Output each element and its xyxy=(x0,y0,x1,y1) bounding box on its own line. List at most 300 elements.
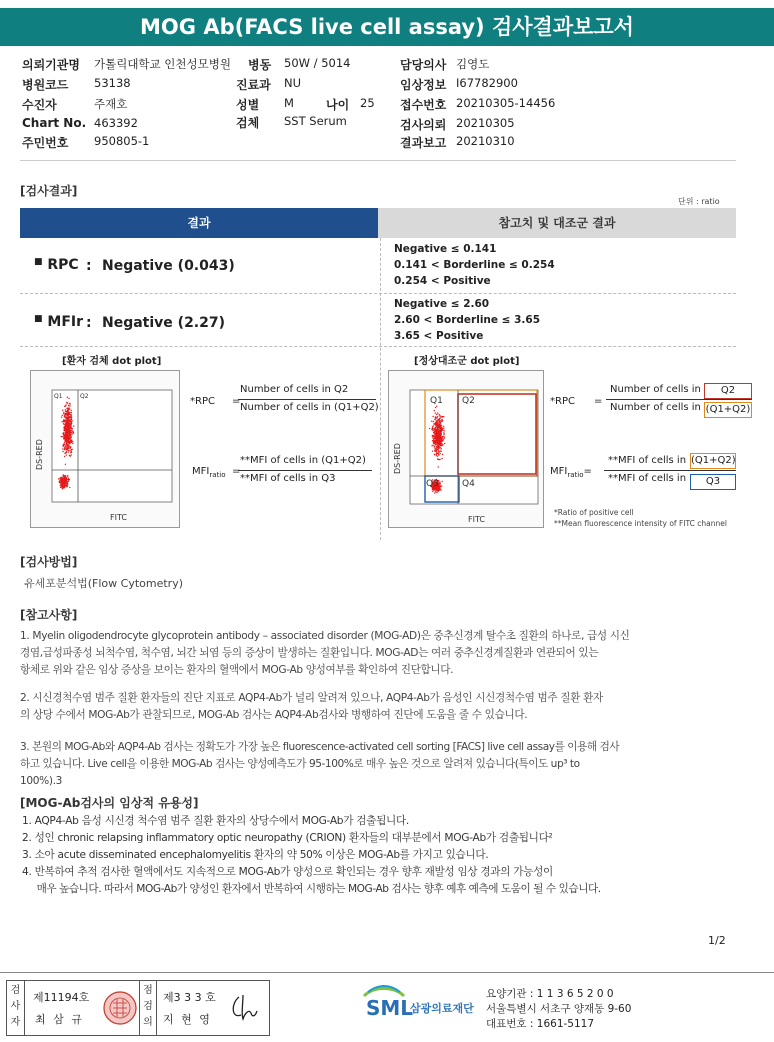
dot xyxy=(68,411,69,412)
dot xyxy=(64,421,65,422)
control-dot-plot xyxy=(388,370,544,528)
dot xyxy=(71,454,72,455)
dot xyxy=(440,431,441,432)
dot xyxy=(69,487,70,488)
list-item: 3. 소아 acute disseminated encephalomyelitis 환자의 약 50% 이상은 MOG-Ab를 가지고 있습니다. xyxy=(22,849,489,861)
footnote-ratio: *Ratio of positive cell xyxy=(554,508,634,517)
dot xyxy=(440,483,441,484)
dot xyxy=(69,420,70,421)
dot xyxy=(434,434,435,435)
value-age: 25 xyxy=(360,96,375,110)
label-chart-no: Chart No. xyxy=(22,116,87,130)
dot xyxy=(437,433,438,434)
patient-rpc-numerator: Number of cells in Q2 xyxy=(240,384,349,395)
dot xyxy=(67,481,68,482)
dot xyxy=(73,425,74,426)
dot xyxy=(71,421,72,422)
dot xyxy=(437,425,438,426)
reference-column-header: 참고치 및 대조군 결과 xyxy=(378,208,736,238)
control-mfi-den-box: Q3 xyxy=(690,474,736,490)
dot xyxy=(61,417,62,418)
list-item: 매우 높습니다. 따라서 MOG-Ab가 양성인 환자에서 반복하여 시행하는 MOG-Ab 검사는 향후 예후 예측에 도움이 될 수 있습니다. xyxy=(22,883,601,895)
control-rpc-num-box: Q2 xyxy=(704,383,752,399)
list-item: 4. 반복하여 추적 검사한 혈액에서도 지속적으로 MOG-Ab가 양성으로 확인되는 경우 향후 재발성 임상 경과의 가능성이 xyxy=(22,866,553,878)
dot xyxy=(439,481,440,482)
mfir-colon: : xyxy=(86,315,92,331)
rpc-result-row xyxy=(34,257,79,273)
dot xyxy=(439,432,440,433)
list-item: 1. AQP4-Ab 음성 시신경 척수염 범주 질환 환자의 상당수에서 MOG-Ab가 검출됩니다. xyxy=(22,815,409,827)
inspector-name: 최 삼 규 xyxy=(35,1013,84,1026)
rpc-ref-borderline: 0.141 < Borderline ≤ 0.254 xyxy=(394,259,555,271)
dot xyxy=(441,448,442,449)
org-name: 삼광의료재단 xyxy=(410,1002,474,1015)
dot xyxy=(437,453,438,454)
dot xyxy=(70,430,71,431)
dot xyxy=(72,428,73,429)
mfir-name: MFIr xyxy=(47,314,83,330)
dot xyxy=(432,429,433,430)
dot xyxy=(433,421,434,422)
dot xyxy=(433,441,434,442)
control-mfi-label: $MFI_{ratio}=$ xyxy=(550,466,592,479)
notes-paragraph-1: 1. Myelin oligodendrocyte glycoprotein antibody – associated disorder (MOG-AD)은 중추신경계 탈수초 질환의 하나로, 급성 시신 경염,급성파종성 뇌척수염, 척수염, 뇌간 뇌염 등의 증상이 발생하는 질환입니다. MOG-AD는 여러 중추신경계질환과 연관되어 있는 항체로 위와 같은 임상 증상을 보이는 환자의 혈액에서 MOG-Ab 양성여부를 확인하여 진단합니다. xyxy=(20,630,630,676)
dot xyxy=(70,423,71,424)
notes-paragraph-3: 3. 본원의 MOG-Ab와 AQP4-Ab 검사는 정확도가 가장 높은 fluorescence-activated cell sorting [FACS] live cell assay를 이용해 검사 하고 있습니다. Live cell을 이용한 MOG-Ab 검사는 양성예측도가 95-100%로 매우 높은 것으로 알려져 있습니다(특이도 up³ to 100%).3 xyxy=(20,741,620,787)
control-rpc-fraction-line xyxy=(606,399,752,400)
label-clinical-info: 임상정보 xyxy=(400,78,447,92)
patient-xlabel: FITC xyxy=(110,513,127,522)
dot xyxy=(443,416,444,417)
dot xyxy=(440,428,441,429)
dot xyxy=(62,448,63,449)
dot xyxy=(65,426,66,427)
dot xyxy=(432,435,433,436)
dot xyxy=(71,415,72,416)
dot xyxy=(437,459,438,460)
label-patient: 수진자 xyxy=(22,98,57,112)
reviewer-signature-icon xyxy=(225,989,265,1027)
dot xyxy=(68,422,69,423)
dot xyxy=(439,425,440,426)
dot xyxy=(434,443,435,444)
dot xyxy=(432,416,433,417)
label-ward: 병동 xyxy=(248,58,272,72)
dot xyxy=(70,426,71,427)
dot xyxy=(437,420,438,421)
label-specimen: 검체 xyxy=(236,116,260,130)
dot xyxy=(64,430,65,431)
dot xyxy=(444,437,445,438)
control-xlabel: FITC xyxy=(468,515,485,524)
dot xyxy=(437,437,438,438)
dot xyxy=(71,410,72,411)
dot xyxy=(434,448,435,449)
notes-title: [참고사항] xyxy=(20,608,78,622)
dot xyxy=(442,416,443,417)
control-ylabel: DS-RED xyxy=(393,443,402,474)
signature-box xyxy=(6,980,270,1036)
dot xyxy=(432,445,433,446)
dot xyxy=(72,449,73,450)
dot xyxy=(439,436,440,437)
org-code: 요양기관 : 1 1 3 6 5 2 0 0 xyxy=(486,988,614,1000)
dot xyxy=(434,410,435,411)
value-request-date: 20210305 xyxy=(456,116,515,130)
dot xyxy=(62,436,63,437)
control-q2-label: Q2 xyxy=(462,396,475,406)
dot xyxy=(443,428,444,429)
patient-plot-title: [환자 검체 dot plot] xyxy=(62,356,162,367)
dot xyxy=(440,434,441,435)
dot xyxy=(71,412,72,413)
dot xyxy=(68,416,69,417)
dot xyxy=(66,424,67,425)
value-resident-no: 950805-1 xyxy=(94,134,150,148)
dot xyxy=(443,426,444,427)
bullet: ■ xyxy=(34,257,43,267)
dot xyxy=(66,480,67,481)
dot xyxy=(434,436,435,437)
footnote-mfi: **Mean fluorescence intensity of FITC channel xyxy=(554,519,727,528)
dot xyxy=(62,433,63,434)
dot xyxy=(436,492,437,493)
dot xyxy=(68,408,69,409)
patient-rpc-fraction-line xyxy=(238,399,376,400)
patient-mfi-label: $MFI_{ratio}$ xyxy=(192,466,226,479)
dot xyxy=(73,432,74,433)
result-column-header: 결과 xyxy=(20,208,378,238)
dot xyxy=(61,487,62,488)
dot xyxy=(65,414,66,415)
notes-paragraph-2: 2. 시신경척수염 범주 질환 환자들의 진단 지표로 AQP4-Ab가 널리 알려져 있으나, AQP4-Ab가 음성인 시신경척수염 범주 질환 환자 의 상당 수에서 MOG-Ab가 관찰되므로, MOG-Ab 검사는 AQP4-Ab검사와 병행하여 진단에 도움을 줄 수 있습니다. xyxy=(20,692,603,721)
value-doctor: 김영도 xyxy=(456,57,490,71)
dot xyxy=(70,452,71,453)
org-address: 서울특별시 서초구 양재동 9-60 xyxy=(486,1003,632,1015)
inspector-seal-icon xyxy=(101,989,139,1027)
dot xyxy=(66,451,67,452)
dot xyxy=(438,450,439,451)
dot xyxy=(62,488,63,489)
dot xyxy=(435,425,436,426)
dot xyxy=(62,410,63,411)
dot xyxy=(66,402,67,403)
dot xyxy=(436,455,437,456)
dot xyxy=(441,458,442,459)
patient-ylabel: DS-RED xyxy=(35,439,44,470)
dot xyxy=(65,404,66,405)
dot xyxy=(437,489,438,490)
dot xyxy=(435,423,436,424)
footer-top-line xyxy=(0,972,774,973)
dot xyxy=(65,447,66,448)
logo-text: SML xyxy=(366,996,414,1020)
dot xyxy=(63,423,64,424)
dot xyxy=(66,484,67,485)
clinical-title: [MOG-Ab검사의 임상적 유용성] xyxy=(20,796,199,810)
method-title: [검사방법] xyxy=(20,555,78,569)
dot xyxy=(64,416,65,417)
value-institution: 가톨릭대학교 인천성모병원 xyxy=(94,57,231,71)
dot xyxy=(65,479,66,480)
dot xyxy=(440,450,441,451)
dot xyxy=(68,414,69,415)
dot xyxy=(63,419,64,420)
inspector-license-no: 제11194호 xyxy=(33,991,90,1004)
dot xyxy=(438,446,439,447)
dot xyxy=(437,416,438,417)
dot xyxy=(61,482,62,483)
page-number: 1/2 xyxy=(708,934,726,947)
value-patient: 주재호 xyxy=(94,97,128,111)
dot xyxy=(442,454,443,455)
dot xyxy=(438,466,439,467)
dot xyxy=(437,439,438,440)
label-sex: 성별 xyxy=(236,98,260,112)
dot xyxy=(434,419,435,420)
mfir-value: Negative (2.27) xyxy=(102,315,226,331)
dot xyxy=(434,432,435,433)
dot xyxy=(71,432,72,433)
dot xyxy=(437,446,438,447)
control-q3-label: Q3 xyxy=(426,479,439,489)
dot xyxy=(65,464,66,465)
patient-mfi-fraction-line xyxy=(238,470,372,471)
value-ward: 50W / 5014 xyxy=(284,56,351,70)
dot xyxy=(69,421,70,422)
dot xyxy=(59,479,60,480)
method-text: 유세포분석법(Flow Cytometry) xyxy=(24,577,184,590)
inspector-label: 검 사 자 xyxy=(7,981,25,1035)
reviewer-label: 점 검 의 xyxy=(139,981,157,1035)
control-mfi-num-box: (Q1+Q2) xyxy=(690,453,736,469)
dot xyxy=(432,426,433,427)
dot xyxy=(435,407,436,408)
dot xyxy=(66,426,67,427)
dot xyxy=(443,433,444,434)
dot xyxy=(439,430,440,431)
dot xyxy=(71,451,72,452)
control-rpc-den-prefix: Number of cells in xyxy=(610,402,701,413)
dot xyxy=(63,474,64,475)
dot xyxy=(67,430,68,431)
patient-dot-plot xyxy=(30,370,180,528)
dot xyxy=(440,453,441,454)
dot xyxy=(66,486,67,487)
dot xyxy=(443,434,444,435)
dot xyxy=(439,414,440,415)
header-info xyxy=(22,56,762,152)
dot xyxy=(60,485,61,486)
dot xyxy=(435,438,436,439)
dot xyxy=(69,446,70,447)
dot xyxy=(432,489,433,490)
dot xyxy=(434,446,435,447)
dot xyxy=(437,412,438,413)
label-institution: 의뢰기관명 xyxy=(22,58,80,72)
dot xyxy=(438,420,439,421)
dot xyxy=(442,437,443,438)
header-divider xyxy=(20,160,736,161)
dot xyxy=(437,435,438,436)
control-q1-label: Q1 xyxy=(430,396,443,406)
dot xyxy=(444,443,445,444)
dot xyxy=(66,439,67,440)
dot xyxy=(69,450,70,451)
dot xyxy=(432,491,433,492)
dot xyxy=(66,442,67,443)
dot xyxy=(66,429,67,430)
patient-mfi-numerator: **MFI of cells in (Q1+Q2) xyxy=(240,455,366,466)
dot xyxy=(59,477,60,478)
value-receipt-no: 20210305-14456 xyxy=(456,96,556,110)
plots-top-divider xyxy=(20,346,736,347)
list-item: 2. 성인 chronic relapsing inflammatory optic neuropathy (CRION) 환자들의 대부분에서 MOG-Ab가 검출됩니다² xyxy=(22,832,553,844)
label-request-date: 검사의뢰 xyxy=(400,118,447,132)
dot xyxy=(62,445,63,446)
dot xyxy=(68,444,69,445)
value-department: NU xyxy=(284,76,302,90)
dot xyxy=(68,432,69,433)
dot xyxy=(437,441,438,442)
label-receipt-no: 접수번호 xyxy=(400,98,447,112)
dot xyxy=(63,412,64,413)
bullet: ■ xyxy=(34,314,43,324)
dot xyxy=(439,418,440,419)
dot xyxy=(434,492,435,493)
dot xyxy=(442,440,443,441)
rpc-colon: : xyxy=(86,258,92,274)
clinical-list xyxy=(22,813,742,898)
dot xyxy=(434,454,435,455)
dot xyxy=(62,485,63,486)
dot xyxy=(69,442,70,443)
rpc-ref-positive: 0.254 < Positive xyxy=(394,275,491,287)
dot xyxy=(437,456,438,457)
dot xyxy=(68,418,69,419)
plots-center-divider xyxy=(380,238,381,540)
dot xyxy=(64,428,65,429)
label-age: 나이 xyxy=(326,98,350,112)
dot xyxy=(436,443,437,444)
dot xyxy=(63,413,64,414)
dot xyxy=(435,412,436,413)
dot xyxy=(440,420,441,421)
dot xyxy=(439,428,440,429)
dot xyxy=(64,436,65,437)
control-q4-label: Q4 xyxy=(462,479,475,489)
dot xyxy=(68,448,69,449)
reviewer-license-no: 제3 3 3 호 xyxy=(163,991,216,1004)
dot xyxy=(67,409,68,410)
control-mfi-den-prefix: **MFI of cells in xyxy=(608,473,687,484)
control-rpc-den-box: (Q1+Q2) xyxy=(704,402,752,418)
dot xyxy=(436,451,437,452)
mfir-ref-borderline: 2.60 < Borderline ≤ 3.65 xyxy=(394,314,541,326)
dot xyxy=(65,420,66,421)
control-rpc-num-prefix: Number of cells in xyxy=(610,384,701,395)
dot xyxy=(68,438,69,439)
dot xyxy=(440,423,441,424)
dot xyxy=(440,441,441,442)
dot xyxy=(67,436,68,437)
mfir-ref-negative: Negative ≤ 2.60 xyxy=(394,298,490,310)
patient-mfi-eq: = xyxy=(232,466,241,477)
dot xyxy=(67,434,68,435)
control-plot-title: [정상대조군 dot plot] xyxy=(414,356,520,367)
dot xyxy=(435,416,436,417)
dot xyxy=(71,417,72,418)
dot xyxy=(64,444,65,445)
dot xyxy=(65,422,66,423)
dot xyxy=(64,453,65,454)
value-sex: M xyxy=(284,96,294,110)
dot xyxy=(439,416,440,417)
dot xyxy=(439,438,440,439)
dot xyxy=(432,436,433,437)
dot xyxy=(442,444,443,445)
dot xyxy=(440,489,441,490)
control-mfi-num-prefix: **MFI of cells in xyxy=(608,455,687,466)
dot xyxy=(70,434,71,435)
control-mfi-fraction-line xyxy=(604,470,736,471)
control-rpc-label: *RPC xyxy=(550,396,575,407)
dot xyxy=(435,429,436,430)
dot xyxy=(64,484,65,485)
dot xyxy=(64,447,65,448)
dot xyxy=(64,478,65,479)
rpc-name: RPC xyxy=(47,257,79,273)
dot xyxy=(63,487,64,488)
dot xyxy=(67,427,68,428)
dot xyxy=(69,405,70,406)
dot xyxy=(440,447,441,448)
dot xyxy=(433,435,434,436)
dot xyxy=(438,440,439,441)
dot xyxy=(436,432,437,433)
dot xyxy=(442,481,443,482)
dot xyxy=(69,435,70,436)
dot xyxy=(65,481,66,482)
dot xyxy=(62,415,63,416)
dot xyxy=(70,455,71,456)
patient-q1-label: Q1 xyxy=(54,393,63,400)
dot xyxy=(65,417,66,418)
dot xyxy=(64,456,65,457)
dot xyxy=(439,444,440,445)
dot xyxy=(432,428,433,429)
label-resident-no: 주민번호 xyxy=(22,136,69,150)
label-doctor: 담당의사 xyxy=(400,58,447,72)
dot xyxy=(70,414,71,415)
value-clinical-info: I67782900 xyxy=(456,76,518,90)
result-section-title: [검사결과] xyxy=(20,184,78,198)
dot xyxy=(58,478,59,479)
dot xyxy=(72,443,73,444)
patient-rpc-eq: = xyxy=(232,396,241,407)
dot xyxy=(72,433,73,434)
dot xyxy=(437,428,438,429)
rpc-value: Negative (0.043) xyxy=(102,258,235,274)
value-hospital-code: 53138 xyxy=(94,76,131,90)
dot xyxy=(67,397,68,398)
patient-q2-label: Q2 xyxy=(80,393,89,400)
dot xyxy=(70,441,71,442)
dot xyxy=(441,427,442,428)
org-phone: 대표번호 : 1661-5117 xyxy=(486,1018,595,1030)
dot xyxy=(69,479,70,480)
value-report-date: 20210310 xyxy=(456,134,515,148)
